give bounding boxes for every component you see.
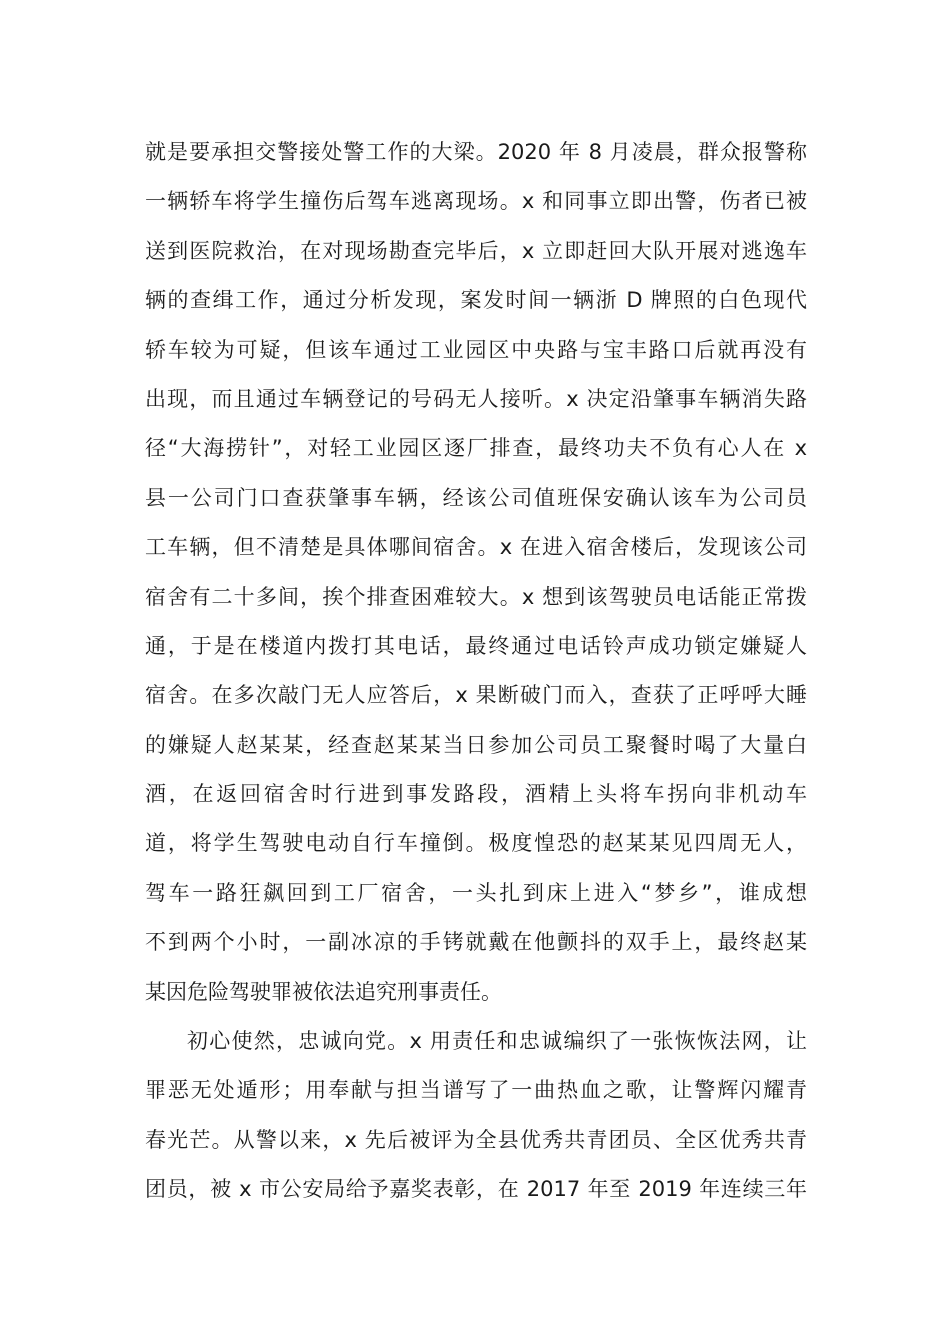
text-line: 通，于是在楼道内拨打其电话，最终通过电话铃声成功锁定嫌疑人 xyxy=(145,633,807,658)
text-line: 送到医院救治，在对现场勘查完毕后，x 立即赶回大队开展对逃逸车 xyxy=(145,238,807,263)
text-line: 出现，而且通过车辆登记的号码无人接听。x 决定沿肇事车辆消失路 xyxy=(145,386,807,411)
paragraph-1 xyxy=(145,128,807,1017)
text-line: 罪恶无处遁形；用奉献与担当谱写了一曲热血之歌，让警辉闪耀青 xyxy=(145,1078,807,1103)
text-line: 酒，在返回宿舍时行进到事发路段，酒精上头将车拐向非机动车 xyxy=(145,782,807,807)
text-line: 宿舍有二十多间，挨个排查困难较大。x 想到该驾驶员电话能正常拨 xyxy=(145,584,807,609)
text-line: 初心使然，忠诚向党。x 用责任和忠诚编织了一张恢恢法网，让 xyxy=(187,1029,807,1054)
text-line: 工车辆，但不清楚是具体哪间宿舍。x 在进入宿舍楼后，发现该公司 xyxy=(145,535,807,560)
text-line: 驾车一路狂飙回到工厂宿舍，一头扎到床上进入“梦乡”，谁成想 xyxy=(145,880,807,905)
text-line: 春光芒。从警以来，x 先后被评为全县优秀共青团员、全区优秀共青 xyxy=(145,1127,807,1152)
text-line: 宿舍。在多次敲门无人应答后，x 果断破门而入，查获了正呼呼大睡 xyxy=(145,683,807,708)
text-line: 辆的查缉工作，通过分析发现，案发时间一辆浙 D 牌照的白色现代 xyxy=(145,288,807,313)
text-line: 道，将学生驾驶电动自行车撞倒。极度惶恐的赵某某见四周无人， xyxy=(145,831,807,856)
text-line: 不到两个小时，一副冰凉的手铐就戴在他颤抖的双手上，最终赵某 xyxy=(145,930,807,955)
text-line: 某因危险驾驶罪被依法追究刑事责任。 xyxy=(145,979,502,1004)
text-line: 县一公司门口查获肇事车辆，经该公司值班保安确认该车为公司员 xyxy=(145,485,807,510)
text-line: 径“大海捞针”，对轻工业园区逐厂排查，最终功夫不负有心人在 x xyxy=(145,436,807,461)
text-line: 团员，被 x 市公安局给予嘉奖表彰，在 2017 年至 2019 年连续三年 xyxy=(145,1177,807,1202)
text-line: 一辆轿车将学生撞伤后驾车逃离现场。x 和同事立即出警，伤者已被 xyxy=(145,189,807,214)
text-line: 就是要承担交警接处警工作的大梁。2020 年 8 月凌晨，群众报警称 xyxy=(145,140,807,164)
document-body xyxy=(145,128,807,1215)
text-line: 轿车较为可疑，但该车通过工业园区中央路与宝丰路口后就再没有 xyxy=(145,337,807,362)
paragraph-2 xyxy=(145,1017,807,1215)
text-line: 的嫌疑人赵某某，经查赵某某当日参加公司员工聚餐时喝了大量白 xyxy=(145,732,807,757)
